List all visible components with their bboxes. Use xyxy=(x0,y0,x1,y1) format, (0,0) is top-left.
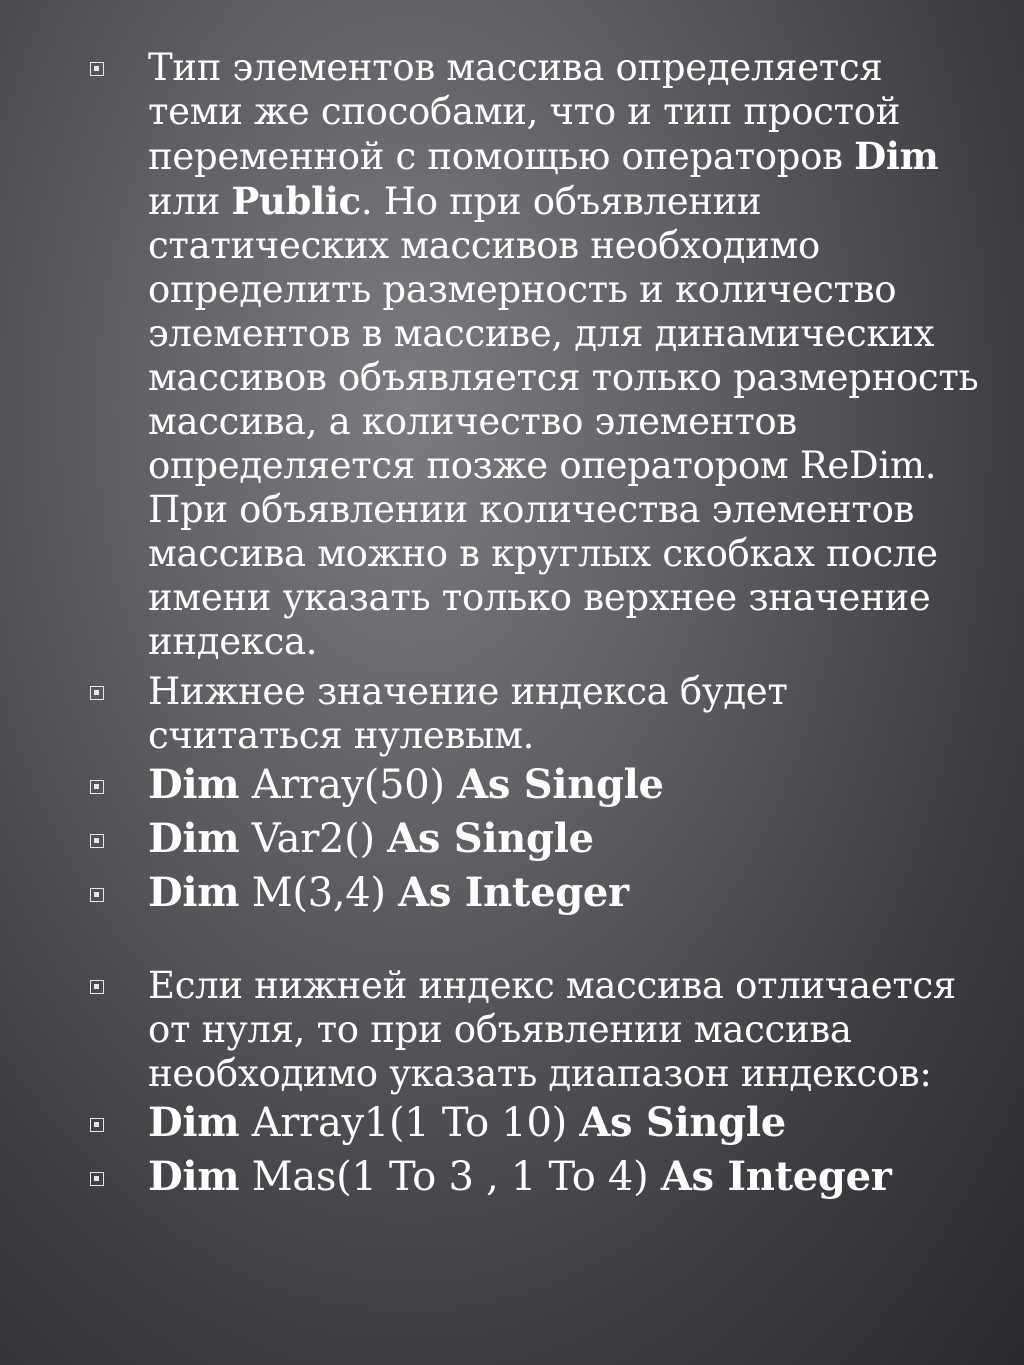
square-bullet-icon xyxy=(90,980,104,994)
bullet-list xyxy=(84,46,984,1204)
paragraph-text: Нижнее значение индекса будет считаться нулевым. xyxy=(148,670,788,757)
code-type: As Single xyxy=(387,815,594,862)
bullet-item-index-range xyxy=(84,964,984,1096)
bullet-item-lower-index xyxy=(84,670,984,758)
keyword-dim: Dim xyxy=(148,761,240,808)
code-type: As Single xyxy=(579,1099,786,1146)
code-expression: M(3,4) xyxy=(239,870,399,916)
code-line xyxy=(84,758,984,812)
paragraph-text: или xyxy=(148,180,232,223)
keyword-public: Public xyxy=(231,179,361,223)
keyword-dim: Dim xyxy=(148,1099,240,1146)
keyword-dim: Dim xyxy=(854,134,939,178)
code-type: As Integer xyxy=(398,869,629,916)
paragraph-text: . Но при объявлении статических массивов необходимо определить размерность и количество элементов в массиве, для динамических массивов объявляется только размерность массива, а количество элементов определяется позже оператором ReDim. При объявлении количества элементов массива можно в круглых скобках после имени указать только верхнее значение индекса. xyxy=(148,180,979,663)
keyword-dim: Dim xyxy=(148,1153,240,1200)
bullet-item-array-type xyxy=(84,46,984,664)
spacer xyxy=(84,920,984,964)
code-line xyxy=(84,1150,984,1204)
square-bullet-icon xyxy=(90,1118,104,1132)
square-bullet-icon xyxy=(90,888,104,902)
keyword-dim: Dim xyxy=(148,815,240,862)
code-expression: Mas(1 To 3 , 1 To 4) xyxy=(239,1154,661,1200)
keyword-dim: Dim xyxy=(148,869,240,916)
code-type: As Integer xyxy=(660,1153,892,1200)
square-bullet-icon xyxy=(90,1172,104,1186)
square-bullet-icon xyxy=(90,62,104,76)
square-bullet-icon xyxy=(90,686,104,700)
code-line xyxy=(84,1096,984,1150)
code-line xyxy=(84,866,984,920)
code-expression: Var2() xyxy=(239,816,388,862)
square-bullet-icon xyxy=(90,780,104,794)
paragraph-text: Если нижней индекс массива отличается от нуля, то при объявлении массива необходимо указать диапазон индексов: xyxy=(148,964,956,1095)
code-line xyxy=(84,812,984,866)
code-expression: Array(50) xyxy=(239,762,458,808)
code-expression: Array1(1 To 10) xyxy=(239,1100,580,1146)
square-bullet-icon xyxy=(90,834,104,848)
paragraph-text: Тип элементов массива определяется теми же способами, что и тип простой переменной с помощью операторов xyxy=(148,46,901,178)
code-type: As Single xyxy=(457,761,664,808)
